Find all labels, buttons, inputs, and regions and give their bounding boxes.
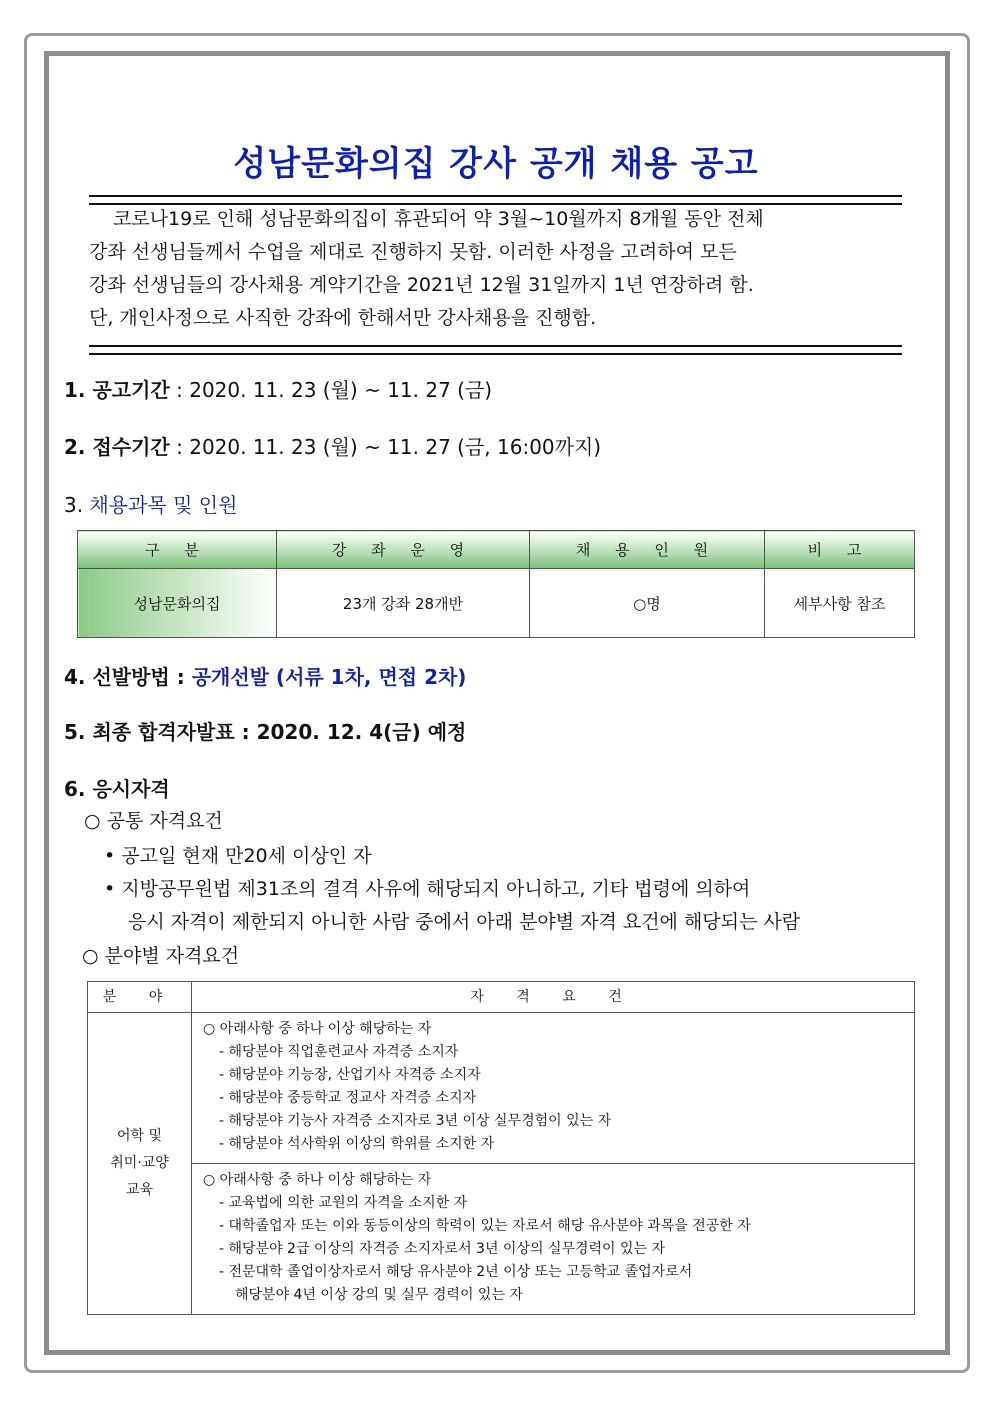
field-requirements-title: ○ 분야별 자격요건	[82, 945, 240, 967]
requirements-block-2-head: ○ 아래사항 중 하나 이상 해당하는 자	[203, 1172, 432, 1188]
intro-line-2: 강좌 선생님들께서 수업을 제대로 진행하지 못함. 이러한 사정을 고려하여 모든	[89, 241, 737, 263]
requirement-item: - 해당분야 직업훈련교사 자격증 소지자	[219, 1044, 459, 1060]
section-selection-method	[64, 664, 466, 690]
field-table-row-1	[88, 1013, 915, 1164]
section-4-label: 4. 선발방법 :	[64, 665, 192, 689]
requirements-block-1	[192, 1013, 915, 1164]
recruit-cell-category: 성남문화의집	[78, 569, 277, 638]
recruit-header-headcount: 채 용 인 원	[530, 531, 765, 569]
requirements-block-2	[192, 1164, 915, 1315]
recruit-cell-courses: 23개 강좌 28개반	[277, 569, 530, 638]
section-3-label: 채용과목 및 인원	[89, 493, 238, 517]
section-2-value: : 2020. 11. 23 (월) ~ 11. 27 (금, 16:00까지)	[169, 435, 602, 459]
field-header-requirements: 자 격 요 건	[192, 982, 915, 1013]
field-table-row-2	[88, 1164, 915, 1315]
intro-paragraph	[89, 203, 902, 335]
section-eligibility: 6. 응시자격	[64, 777, 170, 801]
section-1-value: : 2020. 11. 23 (월) ~ 11. 27 (금)	[169, 378, 493, 402]
intro-line-4: 단, 개인사정으로 사직한 강좌에 한해서만 강사채용을 진행함.	[89, 307, 597, 329]
recruit-cell-headcount: ○명	[530, 569, 765, 638]
requirement-item: - 해당분야 석사학위 이상의 학위를 소지한 자	[219, 1136, 495, 1152]
requirement-item: - 해당분야 기능장, 산업기사 자격증 소지자	[219, 1067, 481, 1083]
recruit-header-courses: 강 좌 운 영	[277, 531, 530, 569]
requirement-item: - 교육법에 의한 교원의 자격을 소지한 자	[219, 1195, 468, 1211]
requirement-item-continuation: 해당분야 4년 이상 강의 및 실무 경력이 있는 자	[235, 1287, 523, 1303]
recruit-cell-remarks: 세부사항 참조	[765, 569, 915, 638]
requirement-item: - 해당분야 2급 이상의 자격증 소지자로서 3년 이상의 실무경력이 있는 자	[219, 1241, 666, 1257]
section-announcement-period	[64, 377, 492, 403]
field-category-line-3: 교육	[125, 1182, 154, 1198]
section-final-announcement: 5. 최종 합격자발표 : 2020. 12. 4(금) 예정	[64, 720, 467, 744]
section-recruit-subjects	[64, 492, 237, 518]
section-application-period	[64, 434, 601, 460]
requirements-block-1-head: ○ 아래사항 중 하나 이상 해당하는 자	[203, 1021, 432, 1037]
intro-line-1: 코로나19로 인해 성남문화의집이 휴관되어 약 3월~10월까지 8개월 동안 전체	[113, 208, 764, 230]
document-title: 성남문화의집 강사 공개 채용 공고	[233, 144, 759, 184]
common-requirement-bullet-2: • 지방공무원법 제31조의 결격 사유에 해당되지 아니하고, 기타 법령에 의하여	[104, 878, 751, 900]
section-2-label: 2. 접수기간	[64, 435, 170, 459]
field-header-field: 분 야	[88, 982, 192, 1013]
requirement-item: - 대학졸업자 또는 이와 동등이상의 학력이 있는 자로서 해당 유사분야 과목을 전공한 자	[219, 1218, 751, 1234]
requirement-item: - 전문대학 졸업이상자로서 해당 유사분야 2년 이상 또는 고등학교 졸업자로서	[219, 1264, 693, 1280]
recruit-header-remarks: 비 고	[765, 531, 915, 569]
section-3-number: 3.	[64, 493, 90, 517]
recruit-table-row	[78, 569, 915, 638]
common-requirement-bullet-1: • 공고일 현재 만20세 이상인 자	[104, 845, 372, 867]
field-category-line-1: 어학 및	[116, 1128, 163, 1144]
section-1-label: 1. 공고기간	[64, 378, 170, 402]
section-4-value: 공개선발 (서류 1차, 면접 2차)	[191, 665, 467, 689]
common-requirement-bullet-2-continued: 응시 자격이 제한되지 아니한 사람 중에서 아래 분야별 자격 요건에 해당되는 사람	[128, 911, 801, 933]
recruit-table	[77, 530, 915, 638]
intro-bottom-rule	[89, 345, 902, 355]
recruit-header-category: 구 분	[78, 531, 277, 569]
field-requirements-table	[87, 981, 915, 1315]
field-category-line-2: 취미·교양	[110, 1155, 169, 1171]
requirement-item: - 해당분야 기능사 자격증 소지자로 3년 이상 실무경험이 있는 자	[219, 1113, 612, 1129]
field-category-cell	[88, 1013, 192, 1315]
recruit-table-header-row	[78, 531, 915, 569]
field-table-header-row	[88, 982, 915, 1013]
requirement-item: - 해당분야 중등학교 정교사 자격증 소지자	[219, 1090, 477, 1106]
common-requirements-title: ○ 공통 자격요건	[84, 810, 223, 832]
intro-line-3: 강좌 선생님들의 강사채용 계약기간을 2021년 12월 31일까지 1년 연장하려 함.	[89, 274, 754, 296]
